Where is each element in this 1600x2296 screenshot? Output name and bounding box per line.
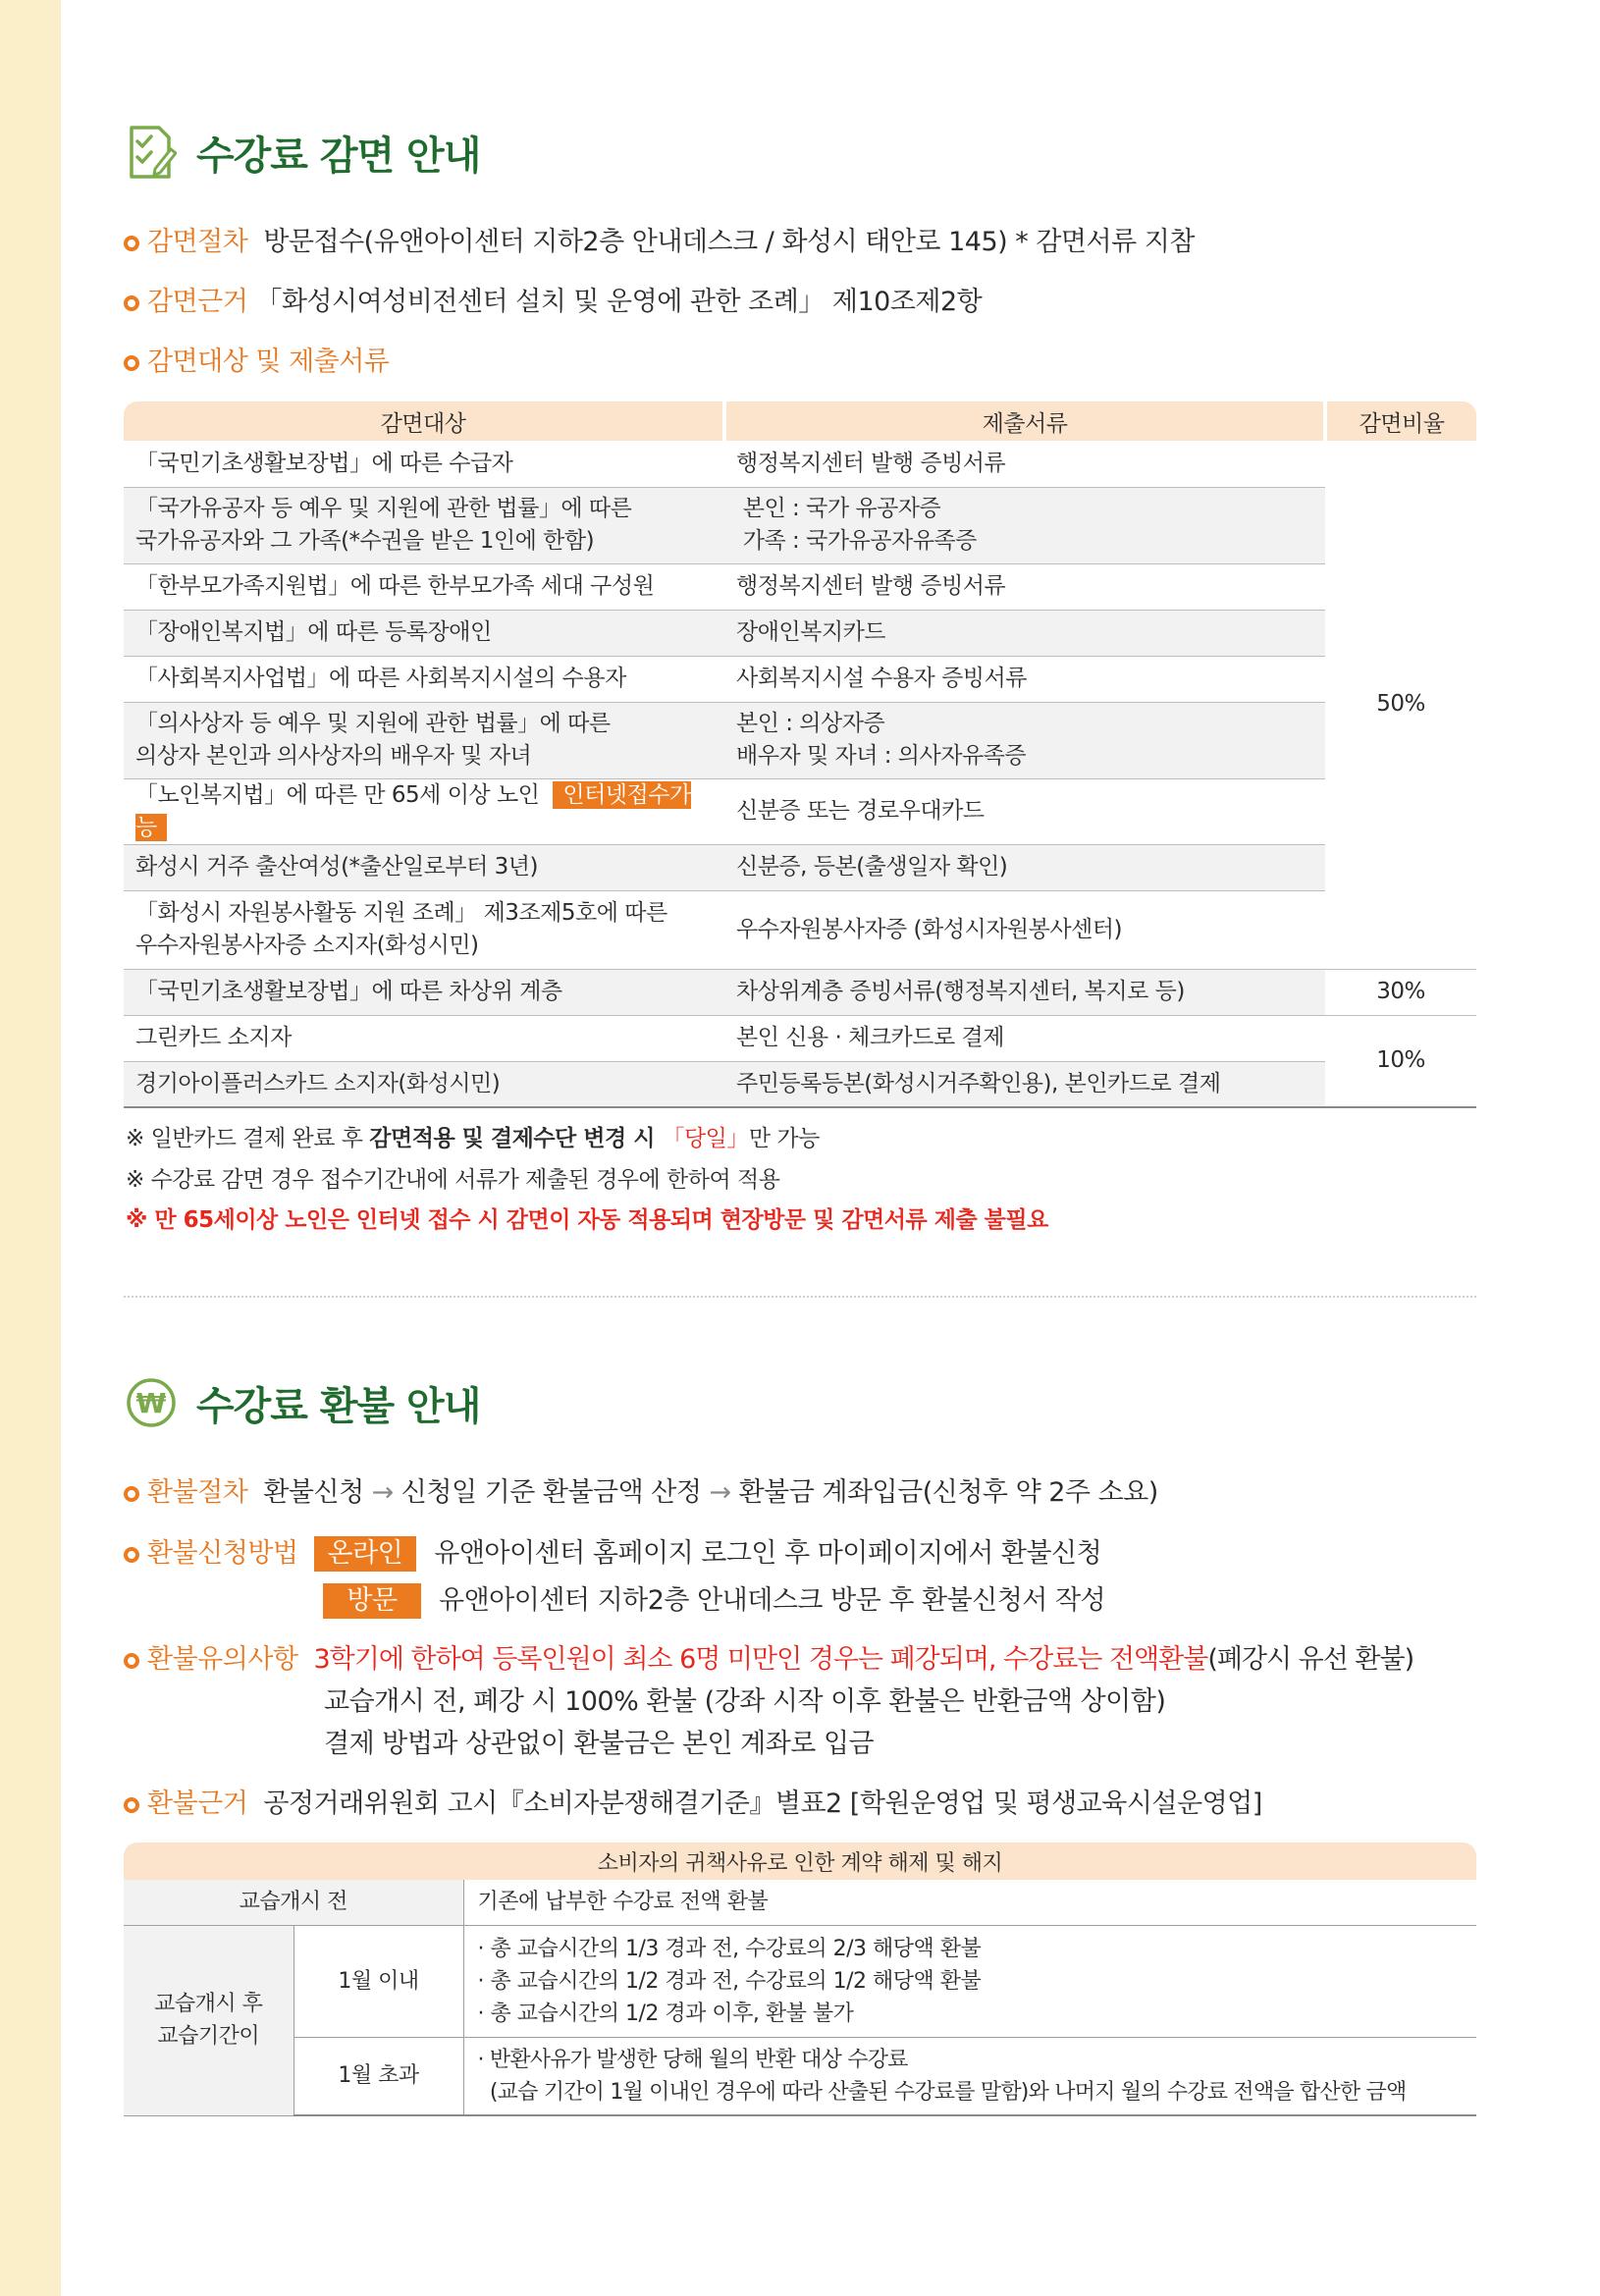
table-row <box>124 844 1476 890</box>
rule-line: · 총 교습시간의 1/2 경과 전, 수강료의 1/2 해당액 환불 <box>477 1968 982 1994</box>
reduction-basis-label: 감면근거 <box>147 287 248 317</box>
arrow-icon: → <box>371 1477 394 1508</box>
note-1-bold: 감면적용 및 결제수단 변경 시 <box>369 1126 663 1151</box>
online-method-text: 유앤아이센터 홈페이지 로그인 후 마이페이지에서 환불신청 <box>434 1538 1102 1569</box>
rule-line: (교습 기간이 1월 이내인 경우에 따라 산출된 수강료를 말함)와 나머지 월의 수강료 전액을 합산한 금액 <box>477 2079 1407 2105</box>
table-row <box>124 2037 1476 2115</box>
online-tag: 온라인 <box>314 1536 417 1572</box>
target-cell: 경기아이플러스카드 소지자(화성시민) <box>124 1061 724 1107</box>
note-1-red: 「당일」 <box>662 1126 749 1151</box>
over-month-cell: 1월 초과 <box>293 2037 463 2115</box>
refund-method <box>124 1531 1101 1572</box>
note-1 <box>126 1120 820 1152</box>
arrow-icon: → <box>709 1477 731 1508</box>
rule-line: · 총 교습시간의 1/2 경과 이후, 환불 불가 <box>477 2001 854 2026</box>
visit-method-text: 유앤아이센터 지하2층 안내데스크 방문 후 환불신청서 작성 <box>439 1585 1106 1616</box>
target-cell: 「국민기초생활보장법」에 따른 차상위 계층 <box>124 969 724 1015</box>
after-label-line: 교습개시 후 <box>154 1992 263 2016</box>
bullet-icon <box>124 295 139 311</box>
table-row <box>124 778 1476 844</box>
note-1-text: ※ 일반카드 결제 완료 후 <box>126 1126 370 1151</box>
refund-method-label: 환불신청방법 <box>147 1538 298 1569</box>
col-header-docs: 제출서류 <box>724 401 1325 441</box>
caution-rest-text: (폐강시 유선 환불) <box>1207 1644 1414 1675</box>
table-row <box>124 702 1476 778</box>
section1-header <box>126 124 480 181</box>
rate-cell-30: 30% <box>1325 969 1476 1015</box>
bullet-icon <box>124 1653 139 1669</box>
docs-cell: 주민등록등본(화성시거주확인용), 본인카드로 결제 <box>724 1061 1325 1107</box>
refund-step-1: 환불신청 <box>263 1477 364 1508</box>
refund-table-header: 소비자의 귀책사유로 인한 계약 해제 및 해지 <box>124 1842 1476 1880</box>
reduction-procedure <box>124 220 1195 258</box>
docs-cell <box>724 702 1325 778</box>
bullet-icon <box>124 236 139 251</box>
docs-cell: 차상위계층 증빙서류(행정복지센터, 복지로 등) <box>724 969 1325 1015</box>
docs-line: 본인 : 국가 유공자증 <box>736 496 941 521</box>
after-label-line: 교습기간이 <box>157 2024 260 2049</box>
online-available-badge: 인터넷접수가능 <box>135 781 691 840</box>
section2-title: 수강료 환불 안내 <box>196 1383 481 1429</box>
docs-cell: 신분증 또는 경로우대카드 <box>724 778 1325 844</box>
table-row <box>124 610 1476 656</box>
col-header-target: 감면대상 <box>124 401 724 441</box>
target-cell: 화성시 거주 출산여성(*출산일로부터 3년) <box>124 844 724 890</box>
target-cell: 「국민기초생활보장법」에 따른 수급자 <box>124 441 724 487</box>
target-cell <box>124 487 724 563</box>
rule-line: · 반환사유가 발생한 당해 월의 반환 대상 수강료 <box>477 2047 908 2072</box>
reduction-procedure-text: 방문접수(유앤아이센터 지하2층 안내데스크 / 화성시 태안로 145) * 감면서류 지참 <box>263 227 1195 257</box>
bullet-icon <box>124 1547 139 1563</box>
refund-procedure-label: 환불절차 <box>147 1477 248 1508</box>
table-row <box>124 1015 1476 1061</box>
section1-title: 수강료 감면 안내 <box>196 133 481 179</box>
docs-line: 본인 : 의상자증 <box>736 711 885 736</box>
docs-cell: 장애인복지카드 <box>724 610 1325 656</box>
bullet-icon <box>124 1797 139 1813</box>
refund-method-visit <box>307 1578 1105 1619</box>
refund-table <box>124 1842 1476 2116</box>
within-month-cell: 1월 이내 <box>293 1925 463 2037</box>
docs-cell <box>724 487 1325 563</box>
checklist-icon <box>126 124 177 181</box>
over-month-rules <box>463 2037 1476 2115</box>
target-line: 국가유공자와 그 가족(*수권을 받은 1인에 한함) <box>135 528 595 554</box>
target-cell <box>124 702 724 778</box>
reduction-basis-text: 「화성시여성비전센터 설치 및 운영에 관한 조례」 제10조제2항 <box>255 287 983 317</box>
table-row <box>124 656 1476 702</box>
docs-line: 배우자 및 자녀 : 의사자유족증 <box>736 743 1027 769</box>
target-cell: 「한부모가족지원법」에 따른 한부모가족 세대 구성원 <box>124 563 724 610</box>
refund-caution-label: 환불유의사항 <box>147 1644 298 1675</box>
table-row <box>124 441 1476 487</box>
target-cell: 「장애인복지법」에 따른 등록장애인 <box>124 610 724 656</box>
target-line: 「국가유공자 등 예우 및 지원에 관한 법률」에 따른 <box>135 496 632 521</box>
target-line: 「의사상자 등 예우 및 지원에 관한 법률」에 따른 <box>135 711 611 736</box>
table-row <box>124 969 1476 1015</box>
target-cell: 「사회복지사업법」에 따른 사회복지시설의 수용자 <box>124 656 724 702</box>
note-3: ※ 만 65세이상 노인은 인터넷 접수 시 감면이 자동 적용되며 현장방문 및 감면서류 제출 불필요 <box>126 1207 1048 1233</box>
target-cell: 그린카드 소지자 <box>124 1015 724 1061</box>
target-cell <box>124 890 724 969</box>
docs-cell: 행정복지센터 발행 증빙서류 <box>724 563 1325 610</box>
reduction-procedure-label: 감면절차 <box>147 227 248 257</box>
before-text-cell: 기존에 납부한 수강료 전액 환불 <box>463 1880 1476 1925</box>
refund-procedure <box>124 1470 1158 1509</box>
after-label-cell <box>124 1925 293 2115</box>
within-month-rules <box>463 1925 1476 2037</box>
refund-basis-label: 환불근거 <box>147 1789 248 1819</box>
note-1-tail: 만 가능 <box>748 1126 820 1151</box>
refund-step-2: 신청일 기준 환불금액 산정 <box>400 1477 702 1508</box>
target-line: 우수자원봉사자증 소지자(화성시민) <box>135 933 479 958</box>
table-row <box>124 1880 1476 1925</box>
docs-cell: 행정복지센터 발행 증빙서류 <box>724 441 1325 487</box>
target-text: 「노인복지법」에 따른 만 65세 이상 노인 <box>135 781 540 808</box>
docs-cell: 우수자원봉사자증 (화성시자원봉사센터) <box>724 890 1325 969</box>
refund-basis-text: 공정거래위원회 고시『소비자분쟁해결기준』별표2 [학원운영업 및 평생교육시설운영업] <box>263 1789 1262 1819</box>
table-row <box>124 1061 1476 1107</box>
svg-text:₩: ₩ <box>135 1387 167 1419</box>
refund-caution <box>124 1637 1413 1676</box>
caution-red-text: 3학기에 한하여 등록인원이 최소 6명 미만인 경우는 폐강되며, 수강료는 전액환불 <box>313 1644 1208 1675</box>
docs-cell: 사회복지시설 수용자 증빙서류 <box>724 656 1325 702</box>
bullet-icon <box>124 355 139 371</box>
target-line: 「화성시 자원봉사활동 지원 조례」 제3조제5호에 따른 <box>135 900 667 926</box>
reduction-target-label: 감면대상 및 제출서류 <box>147 347 390 377</box>
docs-cell: 본인 신용 · 체크카드로 결제 <box>724 1015 1325 1061</box>
visit-tag: 방문 <box>323 1583 421 1619</box>
rate-cell-10: 10% <box>1325 1015 1476 1107</box>
refund-basis <box>124 1782 1262 1820</box>
rule-line: · 총 교습시간의 1/3 경과 전, 수강료의 2/3 해당액 환불 <box>477 1936 982 1961</box>
won-coin-icon <box>126 1374 177 1431</box>
target-cell <box>124 778 724 844</box>
table-row <box>124 890 1476 969</box>
table-row <box>124 1925 1476 2037</box>
bullet-icon <box>124 1486 139 1502</box>
target-line: 의상자 본인과 의사상자의 배우자 및 자녀 <box>135 743 532 769</box>
reduction-table <box>124 401 1476 1108</box>
col-header-rate: 감면비율 <box>1325 401 1476 441</box>
docs-line: 가족 : 국가유공자유족증 <box>736 528 977 554</box>
reduction-target-heading <box>124 340 389 378</box>
side-strip <box>0 0 61 2296</box>
rate-cell-50: 50% <box>1325 441 1476 969</box>
reduction-basis <box>124 280 982 318</box>
table-row <box>124 563 1476 610</box>
caution-line-2: 교습개시 전, 폐강 시 100% 환불 (강좌 시작 이후 환불은 반환금액 상이함) <box>324 1686 1166 1717</box>
before-label-cell: 교습개시 전 <box>124 1880 463 1925</box>
note-2: ※ 수강료 감면 경우 접수기간내에 서류가 제출된 경우에 한하여 적용 <box>126 1167 780 1193</box>
caution-line-3: 결제 방법과 상관없이 환불금은 본인 계좌로 입금 <box>324 1729 875 1759</box>
refund-step-3: 환불금 계좌입금(신청후 약 2주 소요) <box>738 1477 1158 1508</box>
docs-cell: 신분증, 등본(출생일자 확인) <box>724 844 1325 890</box>
section-divider <box>124 1296 1476 1298</box>
table-row <box>124 487 1476 563</box>
section2-header <box>126 1374 480 1431</box>
